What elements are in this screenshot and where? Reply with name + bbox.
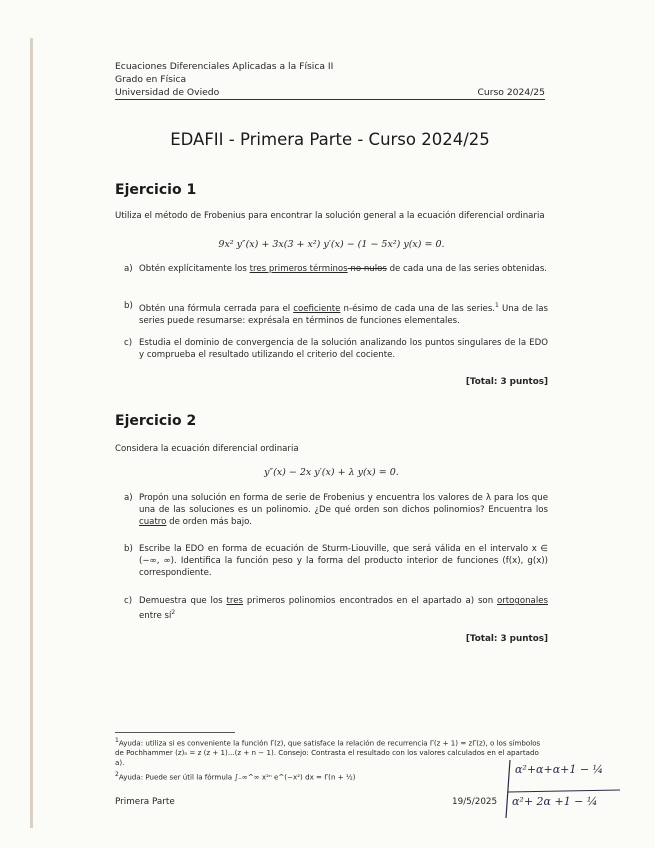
footnote-rule xyxy=(115,732,235,733)
exercise-2-part-b xyxy=(124,543,548,579)
part-text: Obtén una fórmula cerrada para el coeficiente n-ésimo de cada una de las series.$^1$ Una de las series puede resumarse: exprésala en términos de funciones elementales. xyxy=(139,302,549,326)
course-name: Ecuaciones Diferenciales Aplicadas a la Física II xyxy=(115,61,334,72)
exercise-1-part-a xyxy=(124,263,548,275)
underlined-text: coeficiente xyxy=(293,303,341,314)
header-rule-row xyxy=(115,86,545,100)
exercise-1-total: [Total: 3 puntos] xyxy=(465,377,548,387)
exercise-1-part-b xyxy=(124,300,548,327)
exercise-1-intro: Utiliza el método de Frobenius para encontrar la solución general a la ecuación diferencial ordinaria xyxy=(115,211,545,221)
part-label: b) xyxy=(124,544,133,554)
document-title: EDAFII - Primera Parte - Curso 2024/25 xyxy=(170,130,490,149)
underlined-text: tres primeros términos xyxy=(249,264,348,274)
underlined-text: cuatro xyxy=(139,517,167,527)
exercise-2-total: [Total: 3 puntos] xyxy=(465,634,548,644)
footnote-2: $^2$Ayuda: Puede ser útil la fórmula ∫₋∞^∞ x²ⁿ e^(−x²) dx = Γ(n + ½) xyxy=(115,771,356,782)
scan-edge xyxy=(30,38,33,828)
handwritten-note-2: α²+ 2α +1 − ¼ xyxy=(512,795,598,808)
part-label: c) xyxy=(124,338,133,348)
part-text: Obtén explícitamente los tres primeros términos no nulos de cada una de las series obtenidas. xyxy=(139,264,548,274)
struck-text: no nulos xyxy=(347,264,387,274)
part-label: a) xyxy=(124,493,133,503)
exercise-2-part-c xyxy=(124,595,548,622)
footnote-1: $^1$Ayuda: utiliza si es conveniente la función Γ(z), que satisface la relación de recurrencia Γ(z + 1) = zΓ(z), o los símbolos de Pochhammer (z)ₙ = z (z + 1)...(z + n − 1). Consejo: Contrasta el resultado con los valores calculados en el apartado a). xyxy=(115,737,541,768)
footer-left: Primera Parte xyxy=(115,797,175,807)
part-text: Propón una solución en forma de serie de Frobenius y encuentra los valores de λ para los que una de las soluciones es un polinomio. ¿De qué orden son dichos polinomios? Encuentra los cuatro de orden más bajo. xyxy=(139,493,548,527)
degree-name: Grado en Física xyxy=(115,74,187,85)
footnote-ref: 1 xyxy=(495,302,499,309)
exercise-2-equation: y″(x) − 2x y′(x) + λ y(x) = 0. xyxy=(264,467,399,478)
part-label: a) xyxy=(124,264,133,274)
academic-year: Curso 2024/25 xyxy=(477,87,545,98)
exercise-1-heading: Ejercicio 1 xyxy=(115,182,197,198)
part-text: Estudia el dominio de convergencia de la solución analizando los puntos singulares de la EDO y comprueba el resultado utilizando el criterio del cociente. xyxy=(139,338,548,360)
underlined-text: tres xyxy=(226,596,243,606)
part-label: c) xyxy=(124,596,133,606)
exercise-2-intro: Considera la ecuación diferencial ordinaria xyxy=(115,444,299,454)
exercise-1-equation: 9x² y″(x) + 3x(3 + x²) y′(x) − (1 − 5x²) y(x) = 0. xyxy=(218,239,445,250)
handwritten-note-1: α²+α+α+1 − ¼ xyxy=(515,763,604,776)
part-label: b) xyxy=(124,301,133,311)
underlined-text: ortogonales xyxy=(496,596,548,606)
exercise-2-heading: Ejercicio 2 xyxy=(115,413,197,429)
part-text: Escribe la EDO en forma de ecuación de Sturm-Liouville, que será válida en el intervalo x ∈ (−∞, ∞). Identifica la función peso y la forma del producto interior de funciones (f(x), g(x)) correspondiente. xyxy=(139,544,548,578)
exercise-1-part-c xyxy=(124,337,548,361)
footnote-ref: 2 xyxy=(171,609,176,616)
page-header xyxy=(115,60,545,100)
part-text: Demuestra que los tres primeros polinomios encontrados en el apartado a) son ortogonales entre $sí^2$ xyxy=(139,596,548,621)
university-name: Universidad de Oviedo xyxy=(115,87,220,98)
exercise-2-part-a xyxy=(124,492,548,528)
footer-date: 19/5/2025 xyxy=(452,797,498,807)
